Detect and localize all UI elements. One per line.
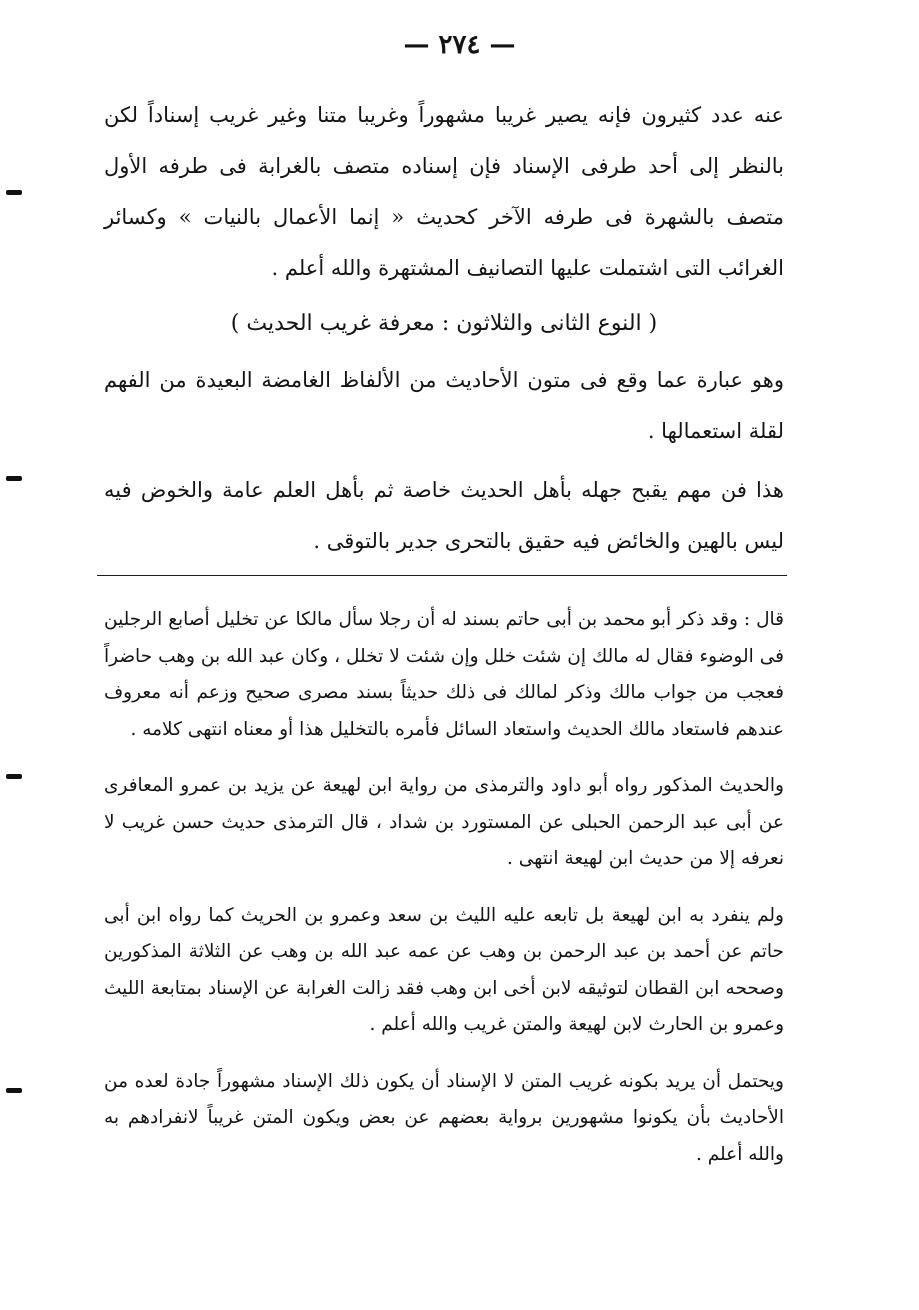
main-paragraph: وهو عبارة عما وقع فى متون الأحاديث من الألفاظ الغامضة البعيدة من الفهم لقلة استعمالها . xyxy=(104,368,784,443)
footnote-paragraph: والحديث المذكور رواه أبو داود والترمذى من رواية ابن لهيعة عن يزيد بن عمرو المعافرى عن أبى عبد الرحمن الحبلى عن المستورد بن شداد ، قال الترمذى حديث حسن غريب لا نعرفه إلا من حديث ابن لهيعة انتهى . xyxy=(104,775,784,869)
footnote-paragraph: ويحتمل أن يريد بكونه غريب المتن لا الإسناد أن يكون ذلك الإسناد مشهوراً جادة لعده من الأحاديث بأن يكونوا مشهورين برواية بعضهم عن بعض ويكون المتن غريباً لانفرادهم به والله أعلم . xyxy=(104,1070,784,1165)
main-paragraph: هذا فن مهم يقبح جهله بأهل الحديث خاصة ثم بأهل العلم عامة والخوض فيه ليس بالهين والخائض فيه حقيق بالتحرى جدير بالتوقى . xyxy=(104,478,784,553)
footnote-separator xyxy=(97,575,787,576)
margin-mark xyxy=(6,476,22,481)
footnote-paragraph: قال : وقد ذكر أبو محمد بن أبى حاتم بسند له أن رجلا سأل مالكا عن تخليل أصابع الرجلين فى الوضوء فقال له مالك إن شئت خلل وإن شئت لا تخلل ، وكان عبد الله بن وهب حاضراً فعجب من جواب مالك وذكر لمالك فى ذلك حديثاً بسند مصرى صحيح وزعم أنه معروف عندهم فاستعاد مالك الحديث واستعاد السائل فأمره بالتخليل هذا أو معناه انتهى كلامه . xyxy=(104,609,784,740)
main-paragraph: عنه عدد كثيرون فإنه يصير غريبا مشهوراً وغريبا متنا وغير غريب إسناداً لكن بالنظر إلى أحد طرفى الإسناد فإن إسناده متصف بالغرابة فى طرفه الأول متصف بالشهرة فى طرفه الآخر كحديث « إنما الأعمال بالنيات » وكسائر الغرائب التى اشتملت عليها التصانيف المشتهرة والله أعلم . xyxy=(104,103,784,280)
footnote-paragraph: ولم ينفرد به ابن لهيعة بل تابعه عليه الليث بن سعد وعمرو بن الحريث كما رواه ابن أبى حاتم عن أحمد بن عبد الرحمن بن وهب عن عمه عبد الله بن وهب عن الثلاثة المذكورين وصححه ابن القطان لتوثيقه لابن أخى ابن وهب فقد زالت الغرابة عن الإسناد بمتابعة الليث وعمرو بن الحارث لابن لهيعة والمتن غريب والله أعلم . xyxy=(104,904,784,1035)
margin-mark xyxy=(6,774,22,779)
main-text xyxy=(104,90,784,567)
footnotes xyxy=(104,602,784,1193)
margin-mark xyxy=(6,190,22,195)
page-number: — ٢٧٤ — xyxy=(403,30,516,60)
section-heading: ( النوع الثانى والثلاثون : معرفة غريب الحديث ) xyxy=(230,311,658,336)
margin-mark xyxy=(6,1088,22,1093)
